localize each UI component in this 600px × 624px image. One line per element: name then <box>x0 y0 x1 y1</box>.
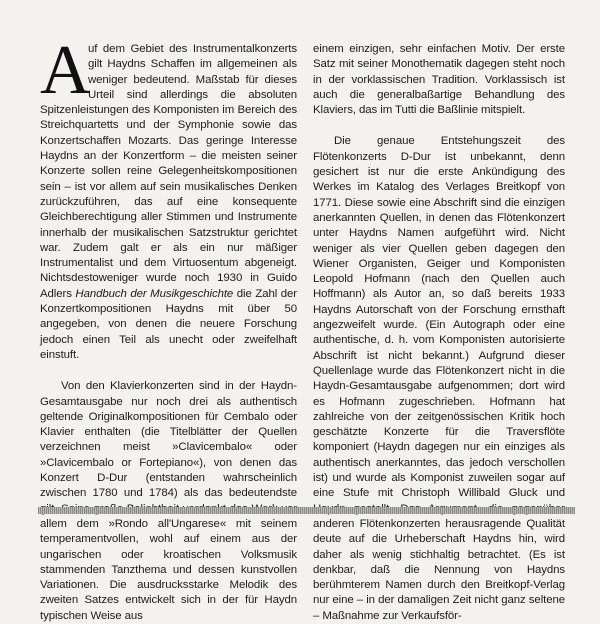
drop-cap: A <box>40 32 91 109</box>
book-title: Handbuch der Musikgeschichte <box>75 287 234 300</box>
paragraph-intro-end: die Zahl der Konzertkompositionen Haydns mit über 50 angegeben, von denen die neuere Forschung jedoch einen Teil als unecht oder zweifelhaft einstuft. <box>40 287 297 361</box>
paragraph-continuation: einem einzigen, sehr einfachen Motiv. Der erste Satz mit seiner Monothematik dagegen steht noch in der vorklassischen Tradition. Vorklassisch ist auch die generalbaßartige Behandlung des Klaviers, das im Tutti die Baßlinie mitspielt. <box>313 43 565 117</box>
footer-rule <box>38 507 575 514</box>
right-column <box>313 42 565 624</box>
left-column <box>40 32 297 624</box>
paragraph-flute-concerto: Die genaue Entstehungszeit des Flötenkonzerts D-Dur ist unbekannt, denn gesichert ist nur die erste Ankündigung des Werkes im Katalog des Verlages Breitkopf von 1771. Diese sowie eine Abschrift sind die einzigen anerkannten Quellen, in denen das Flötenkonzert unter Haydns Namen aufgeführt wird. Nicht weniger als vier Quellen geben dagegen den Wiener Organisten, Geiger und Komponisten Leopold Hofmann (nach den Quellen auch Hoffmann) als Autor an, so daß bereits 1933 Haydns Autorschaft von der Forschung ernsthaft angezweifelt wurde. (Ein Autograph oder eine authentische, d. h. vom Komponisten autorisierte Abschrift ist nicht bekannt.) Aufgrund dieser Quellenlage wurde das Flötenkonzert nicht in die Haydn-Gesamtausgabe aufgenommen; dort wird es Hofmann zugeschrieben. Hofmann hat zahlreiche von der zeitgenössischen Kritik hoch geschätzte Konzerte für die Traversflöte komponiert (Haydn dagegen nur ein einziges als authentisch anerkanntes, das jedoch verschollen ist) und wurde als Komponist zuweilen sogar auf eine Stufe mit Christoph Willibald Gluck und anderen Flötenkonzerten herausragende Qualität deute auf die Urheberschaft Haydns hin, wird daher als wenig stichhaltig betrachtet. (Es ist denkbar, daß die Nennung von Haydns berühmterem Namen durch den Breitkopf-Verlag nur eine – in der damaligen Zeit nicht ganz seltene – Maßnahme zur Verkaufsför- <box>313 135 565 622</box>
paragraph-piano-concertos: Von den Klavierkonzerten sind in der Haydn-Gesamtausgabe nur noch drei als authentisch geltende Originalkompositionen für Cembalo oder Klavier enthalten (die Titelblätter der Quellen verzeichnen meist »Clavicembalo« oder »Clavicembalo or Fortepiano«), von denen das Konzert D-Dur (entstanden wahrscheinlich zwischen 1780 und 1784) als das bedeutendste allem dem »Rondo all'Ungarese« mit seinem temperamentvollen, wohl auf einem aus der ungarischen oder kroatischen Volksmusik stammenden Tanzthema und dessen kunstvollen Variationen. Die ausdrucksstarke Melodik des zweiten Satzes entwickelt sich in der für Haydn typischen Weise aus <box>40 380 297 622</box>
paragraph-intro-text: uf dem Gebiet des Instrumentalkonzerts gilt Haydns Schaffen im allgemeinen als weniger bedeutend. Maßstab für dieses Urteil sind allerdings die absoluten Spitzenleistungen des Komponisten im Bereich des Streichquartetts und der Symphonie sowie das Konzertschaffen Mozarts. Das geringe Interesse Haydns an der Konzertform – die meisten seiner Konzerte sollen reine Gelegenheitskompositionen sein – ist vor allem auf sein musikalisches Denken zurückzuführen, das auf eine konsequente Gleichberechtigung aller Stimmen und Instrumente innerhalb der musikalischen Satzstruktur gerichtet war. Zudem galt er als ein nur mäßiger Instrumentalist und dem Virtuosentum abgeneigt. Nichtsdestoweniger wurde noch 1930 in Guido Adlers <box>40 43 297 300</box>
paragraph-intro <box>40 32 297 363</box>
